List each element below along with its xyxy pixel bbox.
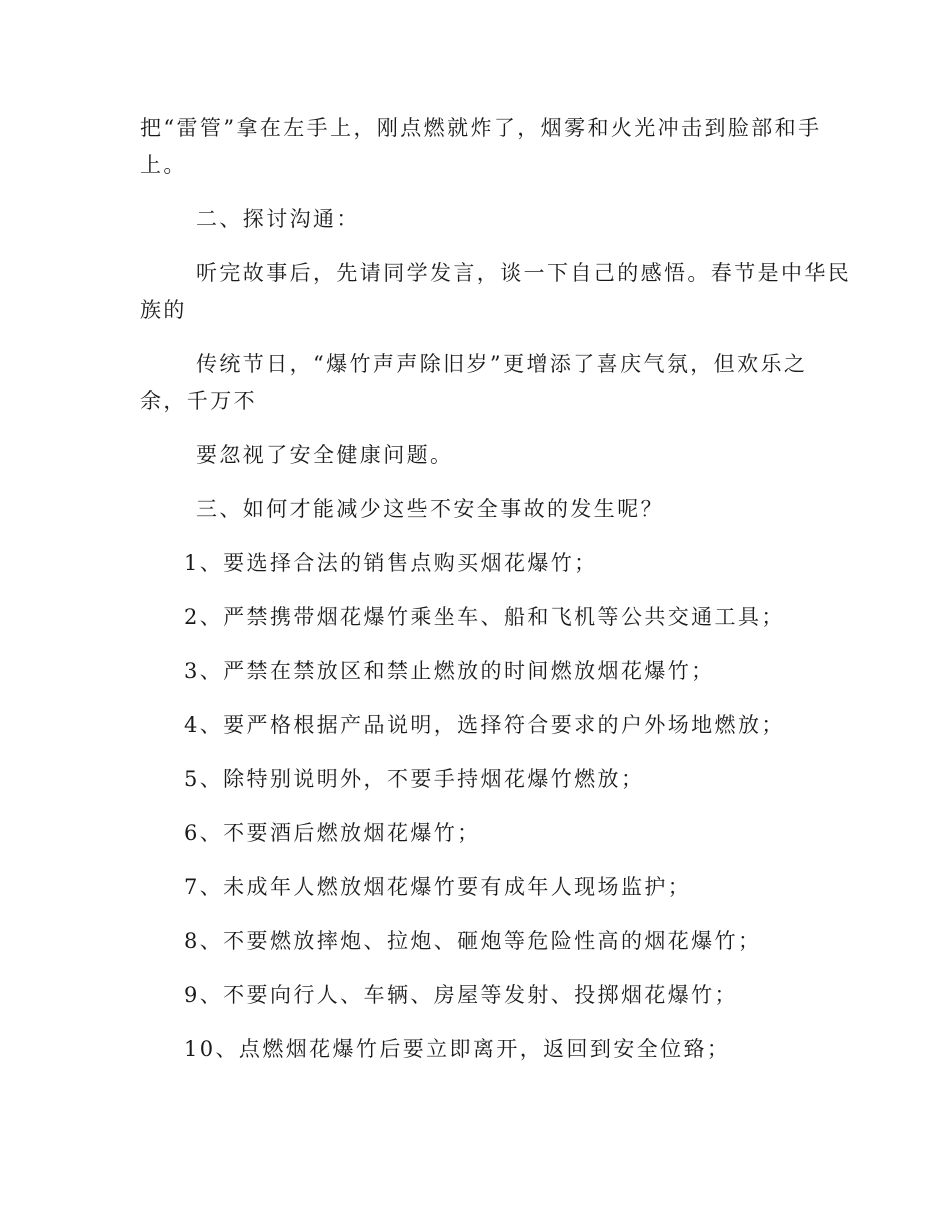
section-heading: 二、探讨沟通： [196,207,360,231]
list-item: 2、严禁携带烟花爆竹乘坐车、船和飞机等公共交通工具； [184,605,785,629]
list-item: 3、严禁在禁放区和禁止燃放的时间燃放烟花爆竹； [184,659,715,683]
list-item: 7、未成年人燃放烟花爆竹要有成年人现场监护； [184,875,692,899]
paragraph-line: 听完故事后，先请同学发言，谈一下自己的感悟。春节是中华民 [196,261,852,285]
paragraph-line: 余，千万不 [140,389,257,413]
paragraph-line: 要忽视了安全健康问题。 [196,443,454,467]
paragraph-line: 上。 [140,153,187,177]
paragraph-line: 传统节日，“爆竹声声除旧岁”更增添了喜庆气氛，但欢乐之 [196,352,808,376]
list-item: 6、不要酒后燃放烟花爆竹； [184,821,481,845]
paragraph-line: 族的 [140,298,187,322]
list-item: 10、点燃烟花爆竹后要立即离开，返回到安全位臵； [184,1037,731,1061]
list-item: 5、除特别说明外，不要手持烟花爆竹燃放； [184,767,645,791]
list-item: 4、要严格根据产品说明，选择符合要求的户外场地燃放； [184,713,785,737]
section-heading: 三、如何才能减少这些不安全事故的发生呢？ [196,497,664,521]
paragraph-line: 把“雷管”拿在左手上，刚点燃就炸了，烟雾和火光冲击到脸部和手 [140,116,822,140]
list-item: 9、不要向行人、车辆、房屋等发射、投掷烟花爆竹； [184,983,738,1007]
list-item: 1、要选择合法的销售点购买烟花爆竹； [184,551,598,575]
list-item: 8、不要燃放摔炮、拉炮、砸炮等危险性高的烟花爆竹； [184,929,762,953]
